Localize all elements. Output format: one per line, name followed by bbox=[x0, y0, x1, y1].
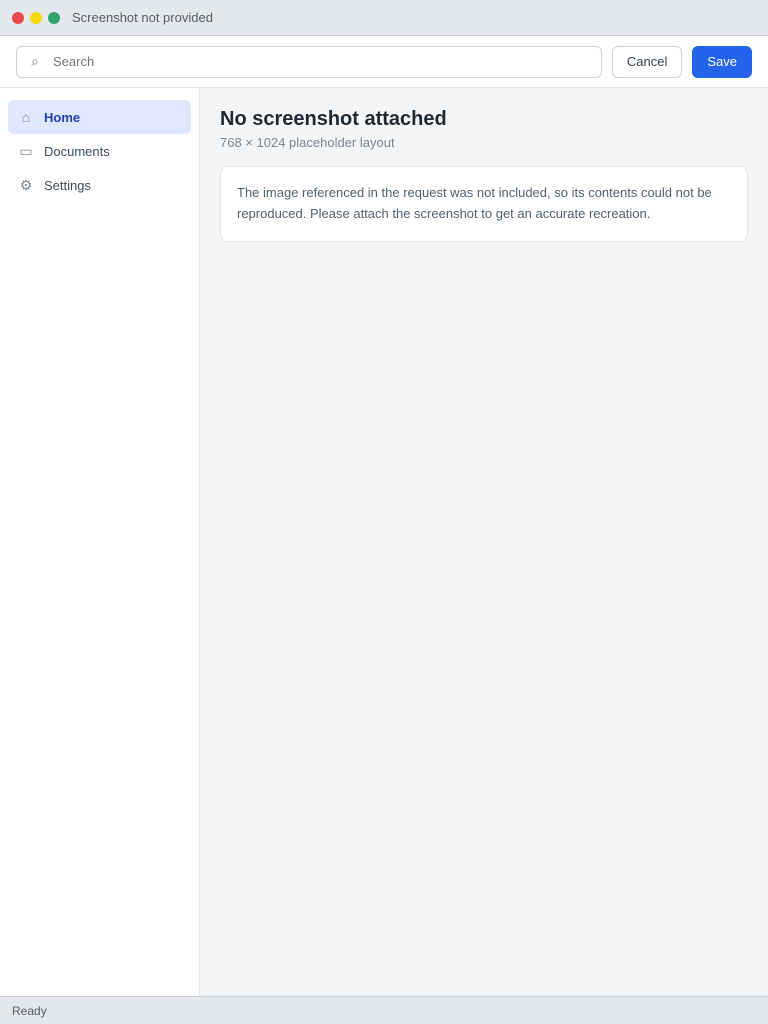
page-subtitle: 768 × 1024 placeholder layout bbox=[220, 135, 395, 150]
gear-icon: ⚙ bbox=[19, 176, 33, 193]
window-controls bbox=[12, 12, 60, 24]
sidebar-item-documents[interactable] bbox=[8, 134, 191, 168]
cancel-button[interactable]: Cancel bbox=[612, 46, 682, 78]
status-text: Ready bbox=[12, 1003, 47, 1018]
sidebar-item-label: Settings bbox=[44, 177, 91, 193]
sidebar bbox=[0, 88, 200, 996]
status-bar bbox=[0, 996, 768, 1024]
main-panel bbox=[200, 88, 768, 996]
save-button[interactable]: Save bbox=[692, 46, 752, 78]
title-bar bbox=[0, 0, 768, 36]
sidebar-item-label: Home bbox=[44, 109, 81, 125]
content-area bbox=[0, 88, 768, 996]
notice-text: The image referenced in the request was not included, so its contents could not be reproduced. Please attach the screenshot to get an accurate recreation. bbox=[237, 185, 712, 221]
page-title: No screenshot attached bbox=[220, 108, 447, 130]
search-box[interactable] bbox=[16, 46, 602, 78]
folder-icon: ▭ bbox=[19, 142, 33, 159]
home-icon: ⌂ bbox=[21, 109, 31, 125]
maximize-window-button[interactable] bbox=[48, 12, 60, 24]
sidebar-item-label: Documents bbox=[44, 143, 110, 159]
window-title: Screenshot not provided bbox=[72, 10, 213, 25]
notice-card bbox=[220, 166, 748, 242]
minimize-window-button[interactable] bbox=[30, 12, 42, 24]
sidebar-item-home[interactable] bbox=[8, 100, 191, 134]
toolbar bbox=[0, 36, 768, 88]
close-window-button[interactable] bbox=[12, 12, 24, 24]
search-input[interactable] bbox=[51, 53, 591, 70]
sidebar-item-settings[interactable] bbox=[8, 168, 191, 202]
search-icon: ⌕ bbox=[31, 53, 39, 69]
